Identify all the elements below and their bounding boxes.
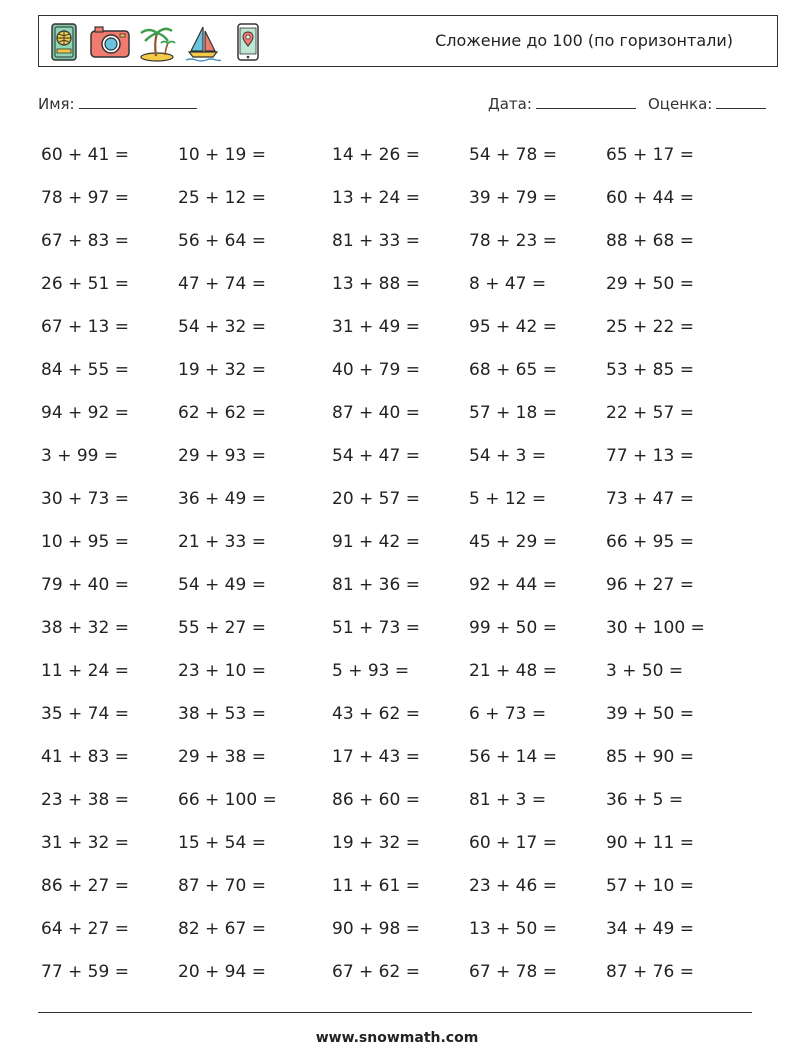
grade-blank[interactable] [716, 94, 766, 109]
problem-cell: 56 + 64 = [178, 231, 266, 251]
problem-cell: 22 + 57 = [606, 403, 694, 423]
problem-cell: 30 + 73 = [41, 489, 129, 509]
problem-row [0, 778, 794, 821]
problem-cell: 23 + 46 = [469, 876, 557, 896]
problem-cell: 90 + 98 = [332, 919, 420, 939]
problem-cell: 19 + 32 = [332, 833, 420, 853]
passport-icon [45, 21, 83, 63]
problem-cell: 73 + 47 = [606, 489, 694, 509]
problem-cell: 87 + 70 = [178, 876, 266, 896]
problem-cell: 90 + 11 = [606, 833, 694, 853]
problem-cell: 86 + 60 = [332, 790, 420, 810]
problem-row [0, 133, 794, 176]
problem-cell: 77 + 59 = [41, 962, 129, 982]
grade-field [648, 94, 766, 113]
problem-cell: 11 + 61 = [332, 876, 420, 896]
problem-cell: 51 + 73 = [332, 618, 420, 638]
problem-cell: 23 + 10 = [178, 661, 266, 681]
problem-cell: 57 + 18 = [469, 403, 557, 423]
problem-cell: 31 + 32 = [41, 833, 129, 853]
problem-cell: 78 + 23 = [469, 231, 557, 251]
problem-cell: 23 + 38 = [41, 790, 129, 810]
problem-cell: 39 + 50 = [606, 704, 694, 724]
problem-row [0, 434, 794, 477]
sailboat-icon [183, 21, 223, 63]
problem-cell: 64 + 27 = [41, 919, 129, 939]
problem-cell: 20 + 94 = [178, 962, 266, 982]
problem-cell: 60 + 44 = [606, 188, 694, 208]
problem-cell: 41 + 83 = [41, 747, 129, 767]
problem-cell: 36 + 49 = [178, 489, 266, 509]
problem-cell: 87 + 40 = [332, 403, 420, 423]
problem-cell: 13 + 88 = [332, 274, 420, 294]
problem-cell: 62 + 62 = [178, 403, 266, 423]
problem-cell: 20 + 57 = [332, 489, 420, 509]
problem-cell: 91 + 42 = [332, 532, 420, 552]
problem-cell: 30 + 100 = [606, 618, 705, 638]
page-title: Сложение до 100 (по горизонтали) [435, 31, 733, 50]
problem-cell: 79 + 40 = [41, 575, 129, 595]
problem-row [0, 262, 794, 305]
problem-cell: 38 + 32 = [41, 618, 129, 638]
problem-cell: 55 + 27 = [178, 618, 266, 638]
problem-row [0, 735, 794, 778]
problem-cell: 81 + 3 = [469, 790, 547, 810]
footer-url: www.snowmath.com [315, 1030, 479, 1046]
problem-cell: 84 + 55 = [41, 360, 129, 380]
problem-cell: 47 + 74 = [178, 274, 266, 294]
camera-icon [89, 21, 131, 63]
problem-cell: 67 + 83 = [41, 231, 129, 251]
problem-row [0, 348, 794, 391]
problem-cell: 19 + 32 = [178, 360, 266, 380]
problem-cell: 96 + 27 = [606, 575, 694, 595]
problem-cell: 85 + 90 = [606, 747, 694, 767]
problem-cell: 67 + 62 = [332, 962, 420, 982]
problem-row [0, 821, 794, 864]
problem-cell: 3 + 99 = [41, 446, 119, 466]
phone-location-icon [229, 21, 267, 63]
problem-cell: 13 + 50 = [469, 919, 557, 939]
problem-cell: 56 + 14 = [469, 747, 557, 767]
problem-cell: 39 + 79 = [469, 188, 557, 208]
problem-cell: 87 + 76 = [606, 962, 694, 982]
problem-cell: 94 + 92 = [41, 403, 129, 423]
problem-cell: 78 + 97 = [41, 188, 129, 208]
problem-row [0, 219, 794, 262]
problem-cell: 5 + 93 = [332, 661, 410, 681]
problem-cell: 54 + 3 = [469, 446, 547, 466]
problem-cell: 54 + 32 = [178, 317, 266, 337]
problem-row [0, 477, 794, 520]
problem-cell: 92 + 44 = [469, 575, 557, 595]
problem-cell: 54 + 49 = [178, 575, 266, 595]
problem-cell: 43 + 62 = [332, 704, 420, 724]
header-box [38, 15, 778, 67]
problem-cell: 40 + 79 = [332, 360, 420, 380]
problem-row [0, 692, 794, 735]
problem-cell: 45 + 29 = [469, 532, 557, 552]
problem-cell: 65 + 17 = [606, 145, 694, 165]
problem-cell: 66 + 95 = [606, 532, 694, 552]
problem-cell: 36 + 5 = [606, 790, 684, 810]
problem-cell: 3 + 50 = [606, 661, 684, 681]
problem-row [0, 649, 794, 692]
problem-cell: 67 + 13 = [41, 317, 129, 337]
problem-cell: 13 + 24 = [332, 188, 420, 208]
problem-cell: 15 + 54 = [178, 833, 266, 853]
grade-label: Оценка: [648, 95, 713, 113]
problem-row [0, 176, 794, 219]
problem-cell: 5 + 12 = [469, 489, 547, 509]
problem-row [0, 950, 794, 993]
problem-cell: 54 + 78 = [469, 145, 557, 165]
date-label: Дата: [488, 95, 532, 113]
problem-cell: 68 + 65 = [469, 360, 557, 380]
problem-cell: 60 + 41 = [41, 145, 129, 165]
problem-cell: 31 + 49 = [332, 317, 420, 337]
footer-divider [38, 1012, 752, 1013]
problem-cell: 67 + 78 = [469, 962, 557, 982]
problem-cell: 57 + 10 = [606, 876, 694, 896]
problem-cell: 25 + 22 = [606, 317, 694, 337]
problem-row [0, 907, 794, 950]
problem-cell: 86 + 27 = [41, 876, 129, 896]
problem-cell: 66 + 100 = [178, 790, 277, 810]
problem-cell: 8 + 47 = [469, 274, 547, 294]
date-field [488, 94, 636, 113]
problem-row [0, 391, 794, 434]
problem-cell: 60 + 17 = [469, 833, 557, 853]
problem-cell: 54 + 47 = [332, 446, 420, 466]
problem-cell: 81 + 33 = [332, 231, 420, 251]
problem-cell: 17 + 43 = [332, 747, 420, 767]
palm-island-icon [137, 21, 177, 63]
problem-cell: 11 + 24 = [41, 661, 129, 681]
problem-cell: 82 + 67 = [178, 919, 266, 939]
problem-cell: 26 + 51 = [41, 274, 129, 294]
problem-cell: 95 + 42 = [469, 317, 557, 337]
problem-cell: 6 + 73 = [469, 704, 547, 724]
problem-cell: 29 + 50 = [606, 274, 694, 294]
problem-cell: 34 + 49 = [606, 919, 694, 939]
problem-cell: 53 + 85 = [606, 360, 694, 380]
problem-cell: 99 + 50 = [469, 618, 557, 638]
problem-row [0, 305, 794, 348]
problem-cell: 88 + 68 = [606, 231, 694, 251]
problem-cell: 29 + 38 = [178, 747, 266, 767]
problem-row [0, 563, 794, 606]
name-blank[interactable] [79, 94, 197, 109]
problem-cell: 35 + 74 = [41, 704, 129, 724]
problem-cell: 10 + 95 = [41, 532, 129, 552]
problem-row [0, 864, 794, 907]
problem-cell: 81 + 36 = [332, 575, 420, 595]
date-blank[interactable] [536, 94, 636, 109]
problem-cell: 25 + 12 = [178, 188, 266, 208]
problem-cell: 21 + 33 = [178, 532, 266, 552]
problem-cell: 77 + 13 = [606, 446, 694, 466]
problem-cell: 29 + 93 = [178, 446, 266, 466]
name-field [38, 94, 197, 113]
problem-row [0, 520, 794, 563]
problem-cell: 10 + 19 = [178, 145, 266, 165]
problem-row [0, 606, 794, 649]
problem-cell: 14 + 26 = [332, 145, 420, 165]
name-label: Имя: [38, 95, 75, 113]
problem-cell: 38 + 53 = [178, 704, 266, 724]
header-icons [45, 20, 267, 64]
problem-cell: 21 + 48 = [469, 661, 557, 681]
